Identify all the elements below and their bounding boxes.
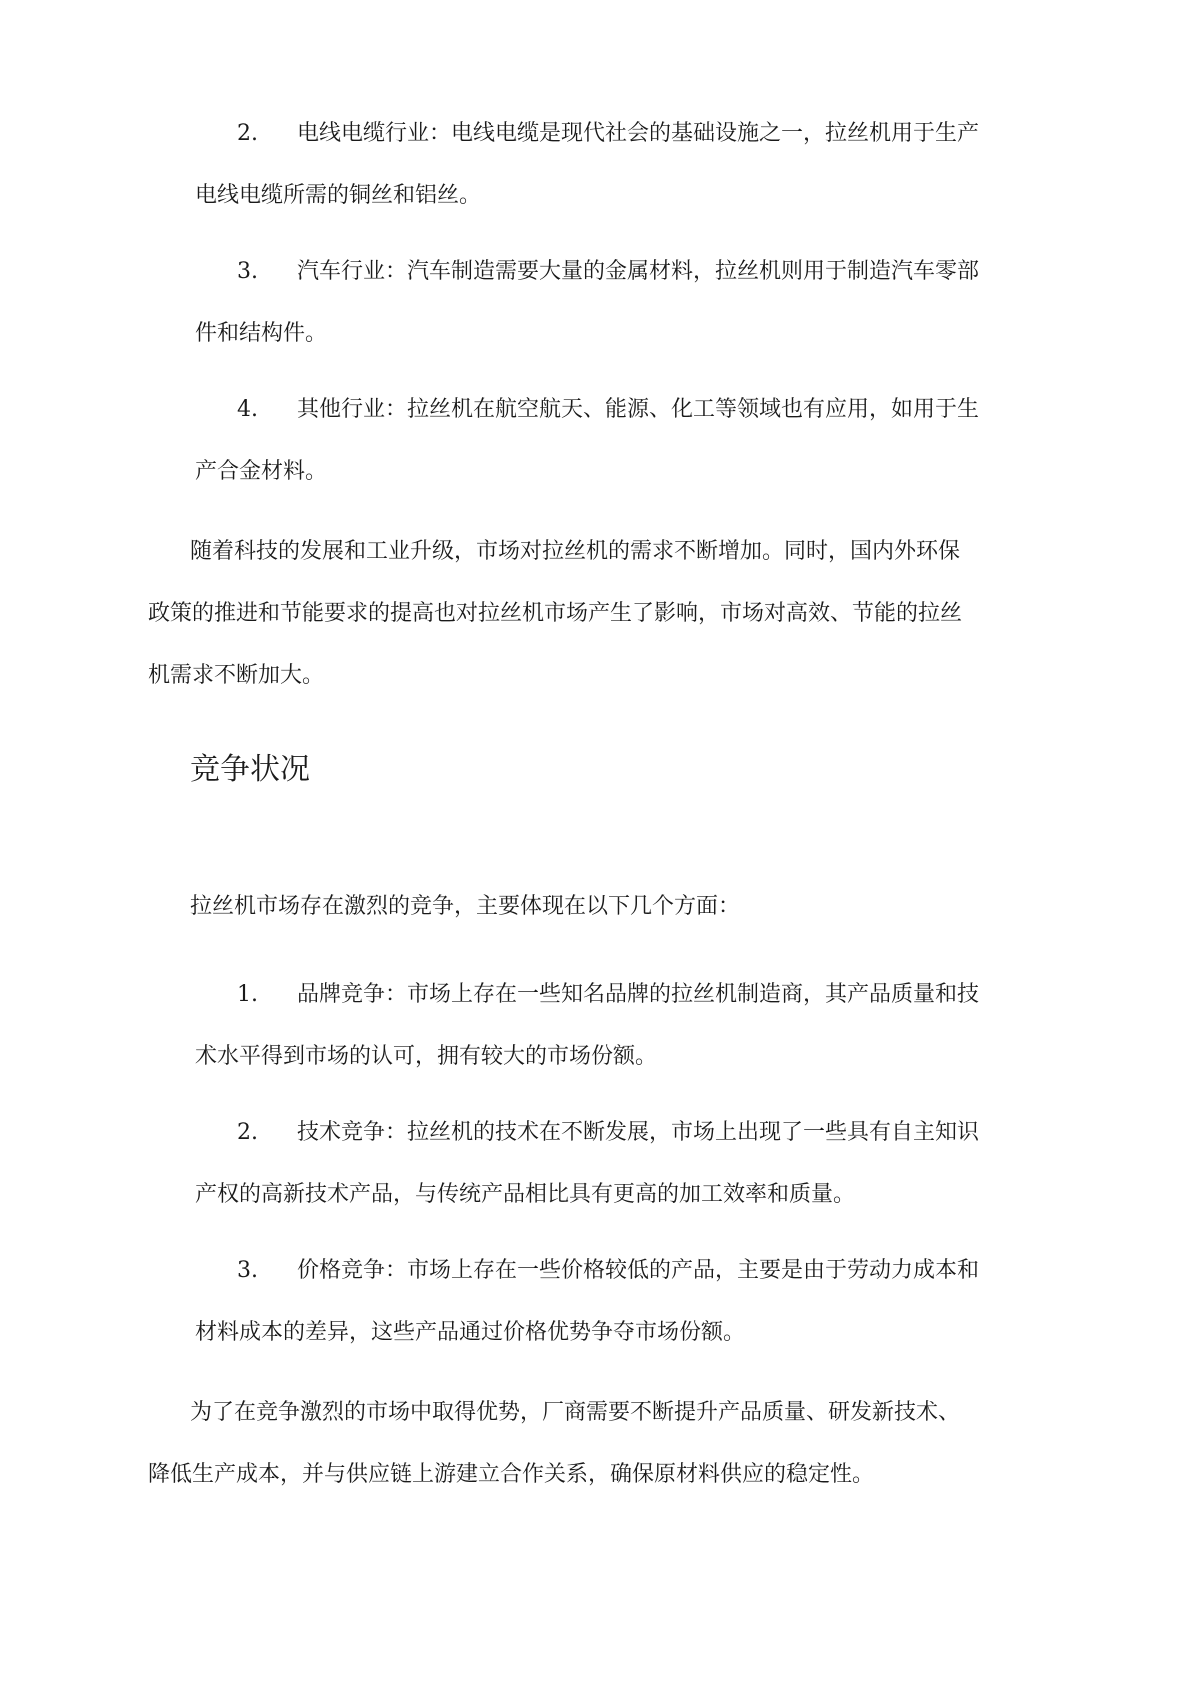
list-item-text-continued: 材料成本的差异，这些产品通过价格优势争夺市场份额。 bbox=[195, 1320, 746, 1345]
list-item-number: 4. bbox=[237, 397, 258, 422]
paragraph-line: 为了在竞争激烈的市场中取得优势，厂商需要不断提升产品质量、研发新技术、 bbox=[190, 1400, 961, 1425]
section-heading: 竞争状况 bbox=[190, 752, 310, 787]
list-item-number: 2. bbox=[237, 121, 258, 146]
list-item-number: 3. bbox=[237, 259, 258, 284]
list-item-text-continued: 产权的高新技术产品，与传统产品相比具有更高的加工效率和质量。 bbox=[195, 1182, 856, 1207]
list-item bbox=[195, 1240, 1075, 1364]
list-item bbox=[195, 379, 1075, 503]
paragraph-line: 拉丝机市场存在激烈的竞争，主要体现在以下几个方面： bbox=[190, 894, 741, 919]
list-item bbox=[195, 964, 1075, 1088]
list-item bbox=[195, 241, 1075, 365]
list-item-text: 其他行业：拉丝机在航空航天、能源、化工等领域也有应用，如用于生 bbox=[297, 397, 980, 422]
list-item-text-continued: 电线电缆所需的铜丝和铝丝。 bbox=[195, 183, 482, 208]
list-item-number: 3. bbox=[237, 1258, 258, 1283]
list-item-text: 技术竞争：拉丝机的技术在不断发展，市场上出现了一些具有自主知识 bbox=[297, 1120, 980, 1145]
list-item-text-continued: 产合金材料。 bbox=[195, 459, 328, 484]
list-item-text-continued: 件和结构件。 bbox=[195, 321, 328, 346]
paragraph-conclusion bbox=[148, 1382, 1048, 1506]
list-item-text: 品牌竞争：市场上存在一些知名品牌的拉丝机制造商，其产品质量和技 bbox=[297, 982, 980, 1007]
list-item-number: 2. bbox=[237, 1120, 258, 1145]
paragraph-line: 政策的推进和节能要求的提高也对拉丝机市场产生了影响，市场对高效、节能的拉丝 bbox=[148, 601, 963, 626]
paragraph-line: 随着科技的发展和工业升级，市场对拉丝机的需求不断增加。同时，国内外环保 bbox=[190, 539, 961, 564]
list-item bbox=[195, 103, 1075, 227]
list-item-text: 电线电缆行业：电线电缆是现代社会的基础设施之一，拉丝机用于生产 bbox=[297, 121, 980, 146]
list-item-text: 汽车行业：汽车制造需要大量的金属材料，拉丝机则用于制造汽车零部 bbox=[297, 259, 980, 284]
list-item bbox=[195, 1102, 1075, 1226]
paragraph-market-demand bbox=[148, 521, 1048, 707]
paragraph-line: 降低生产成本，并与供应链上游建立合作关系，确保原材料供应的稳定性。 bbox=[148, 1462, 875, 1487]
paragraph-line: 机需求不断加大。 bbox=[148, 663, 325, 688]
list-item-text: 价格竞争：市场上存在一些价格较低的产品，主要是由于劳动力成本和 bbox=[297, 1258, 980, 1283]
paragraph-competition-intro bbox=[148, 876, 1048, 938]
list-item-number: 1. bbox=[237, 982, 258, 1007]
list-item-text-continued: 术水平得到市场的认可，拥有较大的市场份额。 bbox=[195, 1044, 658, 1069]
